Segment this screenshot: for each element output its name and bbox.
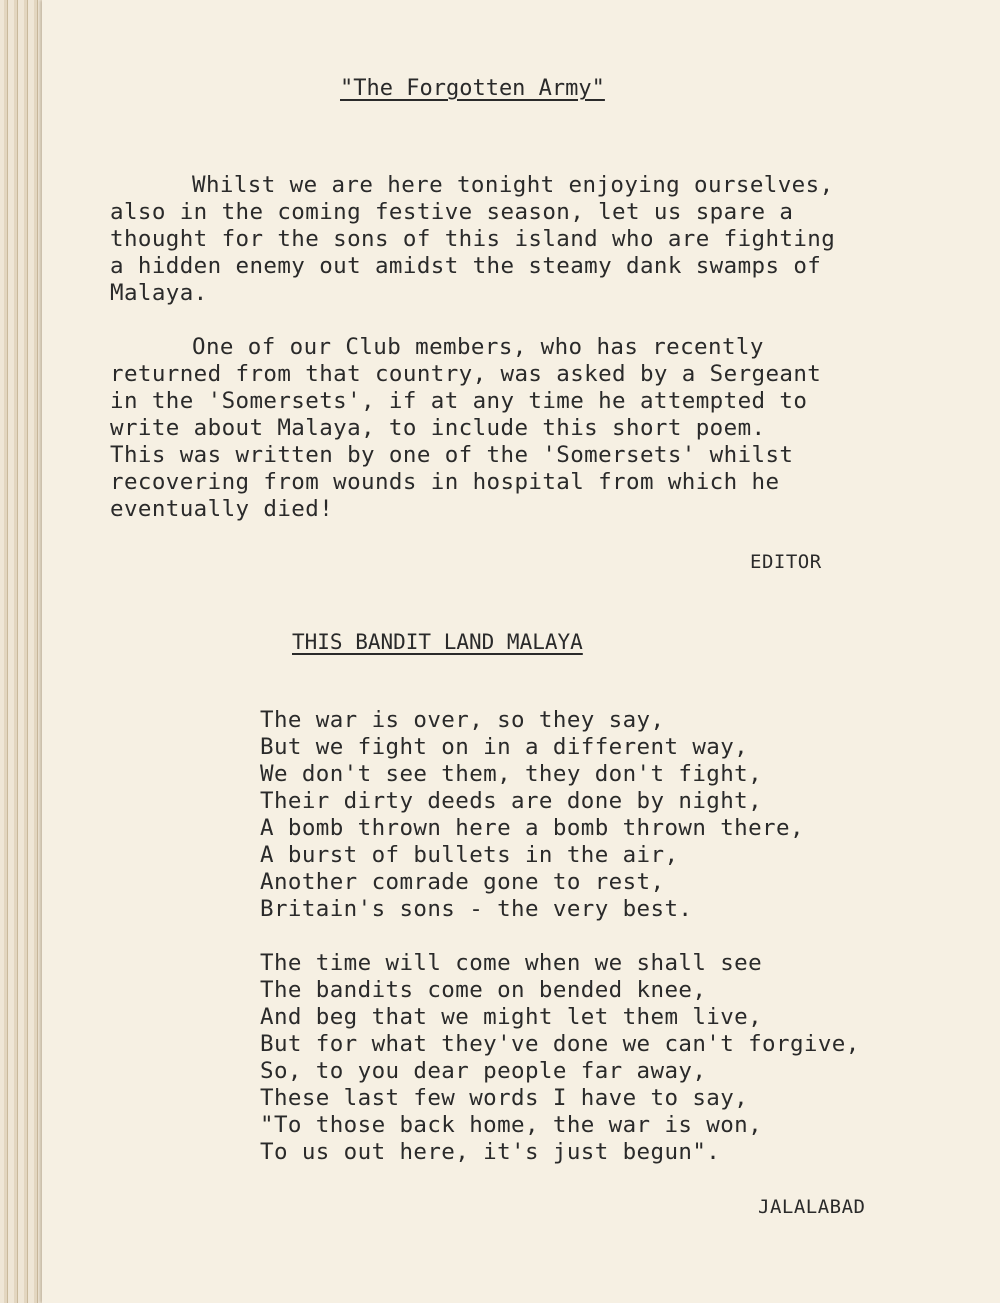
paragraph-line: eventually died!	[110, 496, 334, 522]
paragraph-line: Malaya.	[110, 280, 208, 306]
page-stack-edge	[24, 0, 28, 1303]
poem-line: So, to you dear people far away,	[260, 1058, 707, 1084]
poem-line: Another comrade gone to rest,	[260, 869, 665, 895]
page-stack-edge	[14, 0, 18, 1303]
typewritten-page	[42, 0, 1000, 1303]
poem-line: And beg that we might let them live,	[260, 1004, 763, 1030]
paragraph-line: One of our Club members, who has recently	[192, 334, 764, 360]
poem-line: But we fight on in a different way,	[260, 734, 749, 760]
poem-title: THIS BANDIT LAND MALAYA	[292, 630, 583, 654]
paragraph-line: thought for the sons of this island who are fighting	[110, 226, 836, 252]
poem-line: The time will come when we shall see	[260, 950, 763, 976]
paragraph-line: Whilst we are here tonight enjoying ourselves,	[192, 172, 834, 198]
paragraph-line: also in the coming festive season, let us spare a	[110, 199, 794, 225]
paragraph-line: This was written by one of the 'Somersets' whilst	[110, 442, 794, 468]
paragraph-line: a hidden enemy out amidst the steamy dank swamps of	[110, 253, 822, 279]
poem-line: These last few words I have to say,	[260, 1085, 749, 1111]
editor-signature: EDITOR	[750, 551, 822, 573]
poem-line: Britain's sons - the very best.	[260, 896, 693, 922]
paragraph-line: write about Malaya, to include this short poem.	[110, 415, 766, 441]
poem-line: But for what they've done we can't forgive,	[260, 1031, 860, 1057]
paragraph-line: returned from that country, was asked by a Sergeant	[110, 361, 822, 387]
paragraph-line: in the 'Somersets', if at any time he attempted to	[110, 388, 808, 414]
poem-line: "To those back home, the war is won,	[260, 1112, 763, 1138]
poem-line: A burst of bullets in the air,	[260, 842, 679, 868]
author-signature: JALALABAD	[758, 1196, 866, 1218]
paragraph-line: recovering from wounds in hospital from which he	[110, 469, 780, 495]
poem-line: Their dirty deeds are done by night,	[260, 788, 763, 814]
poem-line: We don't see them, they don't fight,	[260, 761, 763, 787]
poem-line: The war is over, so they say,	[260, 707, 665, 733]
page-stack-edge	[4, 0, 8, 1303]
poem-line: A bomb thrown here a bomb thrown there,	[260, 815, 804, 841]
poem-line: The bandits come on bended knee,	[260, 977, 707, 1003]
page-stack-edge	[34, 0, 38, 1303]
poem-line: To us out here, it's just begun".	[260, 1139, 721, 1165]
page-heading: "The Forgotten Army"	[340, 76, 605, 101]
